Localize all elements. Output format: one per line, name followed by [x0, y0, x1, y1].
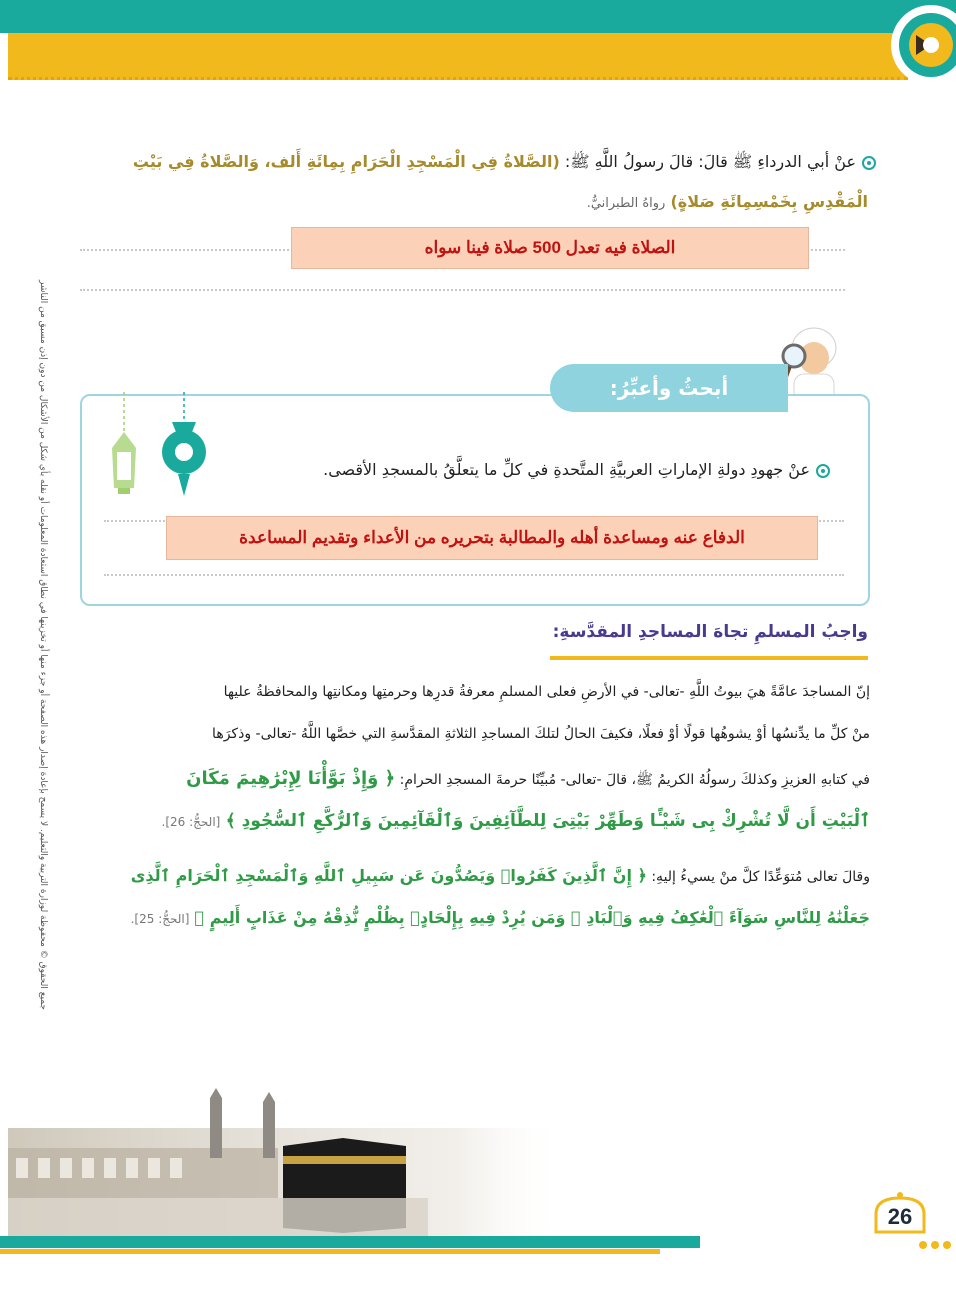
hadith-quote-2: الْمَقْدِسِ بِخَمْسِمِائَةِ صَلاةٍ) [670, 192, 868, 211]
section-underline [550, 656, 868, 660]
answer-line [80, 289, 845, 291]
ornament-icon [886, 0, 956, 90]
paragraph-text: وقالَ تعالى مُتوَعِّدًا كلَّ منْ يسيءُ إليهِ: [651, 869, 870, 885]
header-band-teal [0, 0, 956, 33]
hadith-quote-1: (الصَّلاةُ فِي الْمَسْجِدِ الْحَرَامِ بِمِائَةِ أَلف، وَالصَّلاةُ فِي بَيْتِ [132, 152, 560, 171]
kaaba-mosque-illustration [8, 1088, 568, 1238]
paragraph-text: في كتابهِ العزيزِ وكذلكَ رسولُهُ الكريمُ ﷺ، قالَ -تعالى- مُبيِّنًا حرمةَ المسجدِ الحرامِ: [399, 772, 870, 788]
page-number: 26 [887, 1204, 913, 1229]
hadith-source: رواهُ الطبرانيُّ. [586, 196, 666, 211]
footer-band-teal [0, 1236, 700, 1248]
lantern-icon [158, 392, 210, 498]
bullet-icon [816, 464, 830, 478]
paragraph-line [80, 866, 870, 885]
verse-reference: [الحجُّ: 25]. [130, 912, 190, 926]
paragraph-line [80, 810, 870, 831]
answer-line [104, 574, 844, 576]
paragraph-line [80, 768, 870, 791]
research-prompt-text: عنْ جهودِ دولةِ الإماراتِ العربيَّةِ المتَّحدةِ في كلِّ ما يتعلَّقُ بالمسجدِ الأقصى. [323, 460, 810, 479]
research-prompt [210, 460, 830, 479]
paragraph-line: إنّ المساجدَ عامَّةً هيَ بيوتُ اللَّهِ -تعالى- في الأرضِ فعلى المسلمِ معرفةُ قدرِها وحرمتِها ومكانتِها والمحافظةُ عليها [223, 684, 870, 700]
bullet-icon [862, 156, 876, 170]
header-band-yellow [8, 33, 908, 80]
dots-icon [918, 1240, 952, 1250]
footer-band-yellow [0, 1249, 660, 1254]
section-title: واجبُ المسلمِ تجاهَ المساجدِ المقدَّسةِ: [552, 622, 868, 642]
verse-reference: [الحجُّ: 26]. [161, 815, 221, 829]
quran-verse: ٱلْبَيْتِ أَن لَّا تُشْرِكْ بِى شَيْـًٔا وَطَهِّرْ بَيْتِىَ لِلطَّآئِفِينَ وَٱلْقَآئِمِينَ وَٱلرُّكَّعِ ٱلسُّجُودِ ﴾ [225, 811, 870, 831]
quran-verse: ﴿ إِنَّ ٱلَّذِينَ كَفَرُوا۟ وَيَصُدُّونَ عَن سَبِيلِ ٱللَّهِ وَٱلْمَسْجِدِ ٱلْحَرَامِ ٱلَّذِى [130, 866, 647, 885]
paragraph-line [80, 908, 870, 927]
copyright-notice: جميع الحقوق © محفوظة لوزارة التربية والتعليم. لا يسمح بإعادة إصدار هذه الصفحة أو جزء منها أو تخزينها في نطاق استعادة المعلومات أو نقله بأي شكل من الأشكال من دون إذن مسبق من الناشر [38, 280, 48, 1010]
hadith-line-2 [68, 192, 868, 211]
quran-verse: جَعَلْنَٰهُ لِلنَّاسِ سَوَآءً ٱلْعَٰكِفُ فِيهِ وَٱلْبَادِ ۚ وَمَن يُرِدْ فِيهِ بِإِلْحَادٍۭ بِظُلْمٍ نُّذِقْهُ مِنْ عَذَابٍ أَلِيمٍ ﴾ [194, 908, 870, 927]
hadith-intro: عنْ أبي الدرداءِ ﷺ قالَ: قالَ رسولُ اللَّهِ ﷺ: [564, 152, 856, 171]
quran-verse: ﴿ وَإِذْ بَوَّأْنَا لِإِبْرَٰهِيمَ مَكَانَ [186, 768, 396, 789]
hadith-line-1 [76, 152, 876, 175]
lantern-icon [108, 392, 140, 498]
research-answer[interactable]: الدفاع عنه ومساعدة أهله والمطالبة بتحريره من الأعداء وتقديم المساعدة [166, 516, 818, 560]
hadith-answer[interactable]: الصلاة فيه تعدل 500 صلاة فينا سواه [291, 227, 809, 269]
paragraph-line: منْ كلِّ ما يدِّنسُها أوْ يشوهُها قولًا أوْ فعلًا، فكيفَ الحالُ لتلكَ المساجدِ الثلاثةِ المقدَّسةِ التي خصَّها اللَّهُ -تعالى- وذكرَها [212, 726, 870, 742]
research-title: أبحثُ وأعبِّرُ: [550, 364, 788, 412]
